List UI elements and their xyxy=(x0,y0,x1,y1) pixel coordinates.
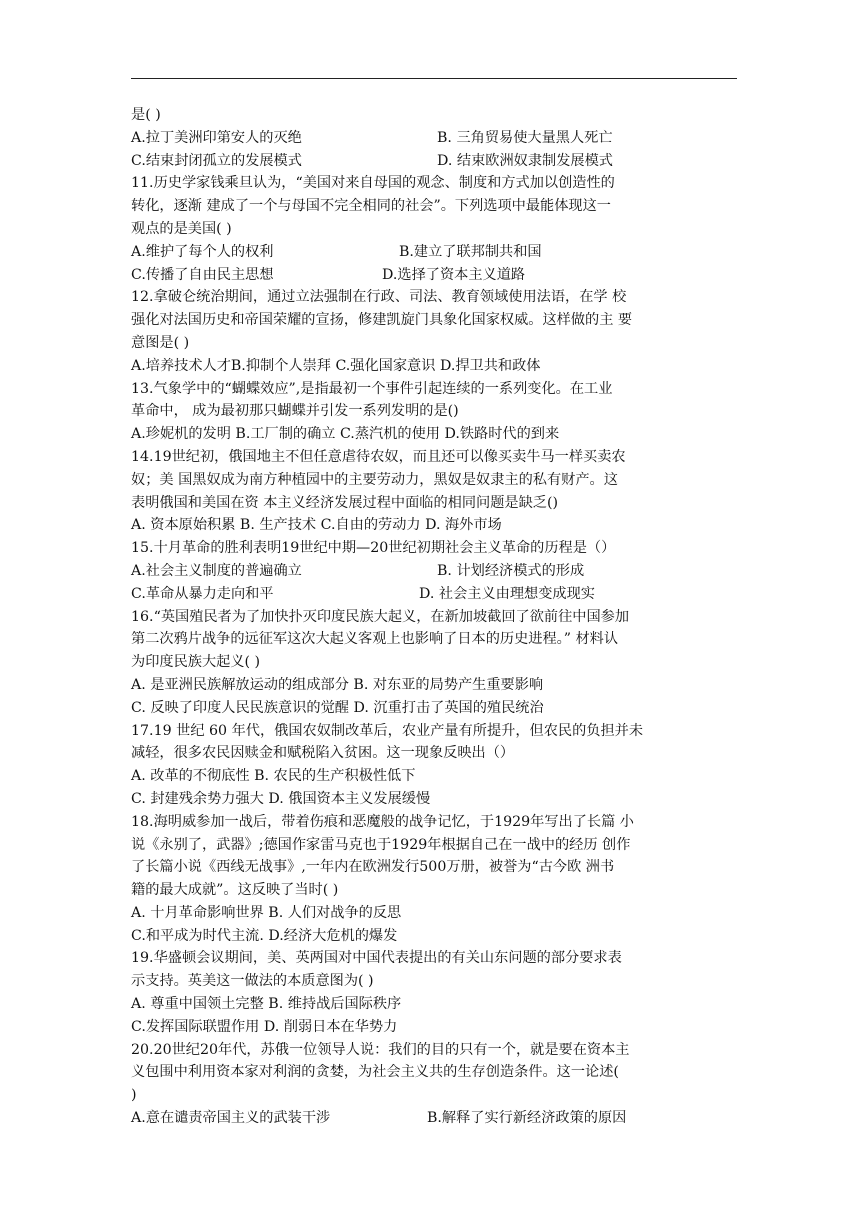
text-line: A. 十月革命影响世界 B. 人们对战争的反思 xyxy=(131,904,402,921)
text-line: 示支持。英美这一做法的本质意图为( ) xyxy=(131,973,374,990)
option-row xyxy=(131,583,737,606)
option-text: C.结束封闭孤立的发展模式 xyxy=(131,152,302,169)
text-line: 18.海明威参加一战后，带着伤痕和恶魔般的战争记忆，于1929年写出了长篇 小 xyxy=(131,813,634,830)
text-line: 第二次鸦片战争的远征军这次大起义客观上也影响了日本的历史进程。” 材料认 xyxy=(131,631,619,648)
option-text: D. 社会主义由理想变成现实 xyxy=(419,585,595,602)
text-line: 意图是( ) xyxy=(131,334,190,351)
option-text: B.解释了实行新经济政策的原因 xyxy=(427,1110,627,1127)
text-line: A.珍妮机的发明 B.工厂制的确立 C.蒸汽机的使用 D.铁路时代的到来 xyxy=(131,426,560,443)
text-line: A. 改革的不彻底性 B. 农民的生产积极性低下 xyxy=(131,768,416,785)
text-line: 了长篇小说《西线无战事》,一年内在欧洲发行500万册，被誉为“古今欧 洲书 xyxy=(131,859,615,876)
text-line: 转化，逐渐 建成了一个与母国不完全相同的社会”。下列选项中最能体现这一 xyxy=(131,198,611,215)
option-row xyxy=(131,264,737,287)
option-text: A.社会主义制度的普遍确立 xyxy=(131,562,302,579)
text-line: A.培养技术人才B.抑制个人崇拜 C.强化国家意识 D.捍卫共和政体 xyxy=(131,357,541,374)
option-text: B. 三角贸易使大量黑人死亡 xyxy=(437,129,613,146)
header-rule xyxy=(131,78,737,79)
text-line: 说《永别了，武器》;德国作家雷马克也于1929年根据自己在一战中的经历 创作 xyxy=(131,836,631,853)
text-line: 是( ) xyxy=(131,107,161,123)
text-line: 11.历史学家钱乘旦认为，“美国对来自母国的观念、制度和方式加以创造性的 xyxy=(131,175,615,192)
option-text: D. 结束欧洲奴隶制发展模式 xyxy=(437,152,613,169)
text-line: C. 反映了印度人民民族意识的觉醒 D. 沉重打击了英国的殖民统治 xyxy=(131,699,544,716)
option-text: C.传播了自由民主思想 xyxy=(131,266,274,283)
text-line: A. 是亚洲民族解放运动的组成部分 B. 对东亚的局势产生重要影响 xyxy=(131,676,544,693)
option-text: C.革命从暴力走向和平 xyxy=(131,585,274,602)
text-line: 12.拿破仑统治期间，通过立法强制在行政、司法、教育领域使用法语，在学 校 xyxy=(131,289,627,306)
option-row xyxy=(131,241,737,264)
option-text: B. 计划经济模式的形成 xyxy=(437,562,585,579)
text-line: 强化对法国历史和帝国荣耀的宣扬，修建凯旋门具象化国家权威。这样做的主 要 xyxy=(131,312,633,329)
text-line: A. 资本原始积累 B. 生产技术 C.自由的劳动力 D. 海外市场 xyxy=(131,517,502,534)
option-text: A.维护了每个人的权利 xyxy=(131,243,274,260)
text-line: 15.十月革命的胜利表明19世纪中期—20世纪初期社会主义革命的历程是（） xyxy=(131,540,616,557)
text-line: 观点的是美国( ) xyxy=(131,220,232,237)
text-line: 减轻，很多农民因赎金和赋税陷入贫困。这一现象反映出（） xyxy=(131,745,515,762)
text-line: 19.华盛顿会议期间，美、英两国对中国代表提出的有关山东问题的部分要求表 xyxy=(131,950,622,967)
text-line: 义包围中利用资本家对利润的贪婪，为社会主义共的生存创造条件。这一论述( xyxy=(131,1064,619,1081)
text-line: 革命中， 成为最初那只蝴蝶并引发一系列发明的是() xyxy=(131,403,459,420)
option-text: A.意在谴责帝国主义的武装干涉 xyxy=(131,1110,331,1127)
option-text: B.建立了联邦制共和国 xyxy=(399,243,542,260)
option-row xyxy=(131,127,737,150)
text-line: 为印度民族大起义( ) xyxy=(131,654,261,671)
text-line: 奴；美 国黑奴成为南方种植园中的主要劳动力，黑奴是奴隶主的私有财产。这 xyxy=(131,471,618,488)
text-line: 籍的最大成就”。这反映了当时( ) xyxy=(131,882,339,899)
option-text: D.选择了资本主义道路 xyxy=(382,266,526,283)
text-line: ) xyxy=(131,1087,137,1104)
text-line: 17.19 世纪 60 年代，俄国农奴制改革后，农业产量有所提升，但农民的负担并未 xyxy=(131,722,644,739)
option-row xyxy=(131,1107,737,1130)
text-line: 20.20世纪20年代，苏俄一位领导人说：我们的目的只有一个，就是要在资本主 xyxy=(131,1041,630,1058)
text-line: 14.19世纪初，俄国地主不但任意虐待农奴，而且还可以像买卖牛马一样买卖农 xyxy=(131,448,626,465)
option-row xyxy=(131,560,737,583)
exam-page-content xyxy=(131,104,737,1130)
text-line: 13.气象学中的“蝴蝶效应”,是指最初一个事件引起连续的一系列变化。在工业 xyxy=(131,380,613,397)
text-line: 表明俄国和美国在资 本主义经济发展过程中面临的相同问题是缺乏() xyxy=(131,494,559,511)
option-text: A.拉丁美洲印第安人的灭绝 xyxy=(131,129,302,146)
text-line: C.发挥国际联盟作用 D. 削弱日本在华势力 xyxy=(131,1018,398,1035)
text-line: 16.“英国殖民者为了加快扑灭印度民族大起义，在新加坡截回了欲前往中国参加 xyxy=(131,608,630,625)
text-line: A. 尊重中国领土完整 B. 维持战后国际秩序 xyxy=(131,996,402,1013)
option-row xyxy=(131,150,737,173)
text-line: C.和平成为时代主流. D.经济大危机的爆发 xyxy=(131,927,398,944)
text-line: C. 封建残余势力强大 D. 俄国资本主义发展缓慢 xyxy=(131,790,431,807)
